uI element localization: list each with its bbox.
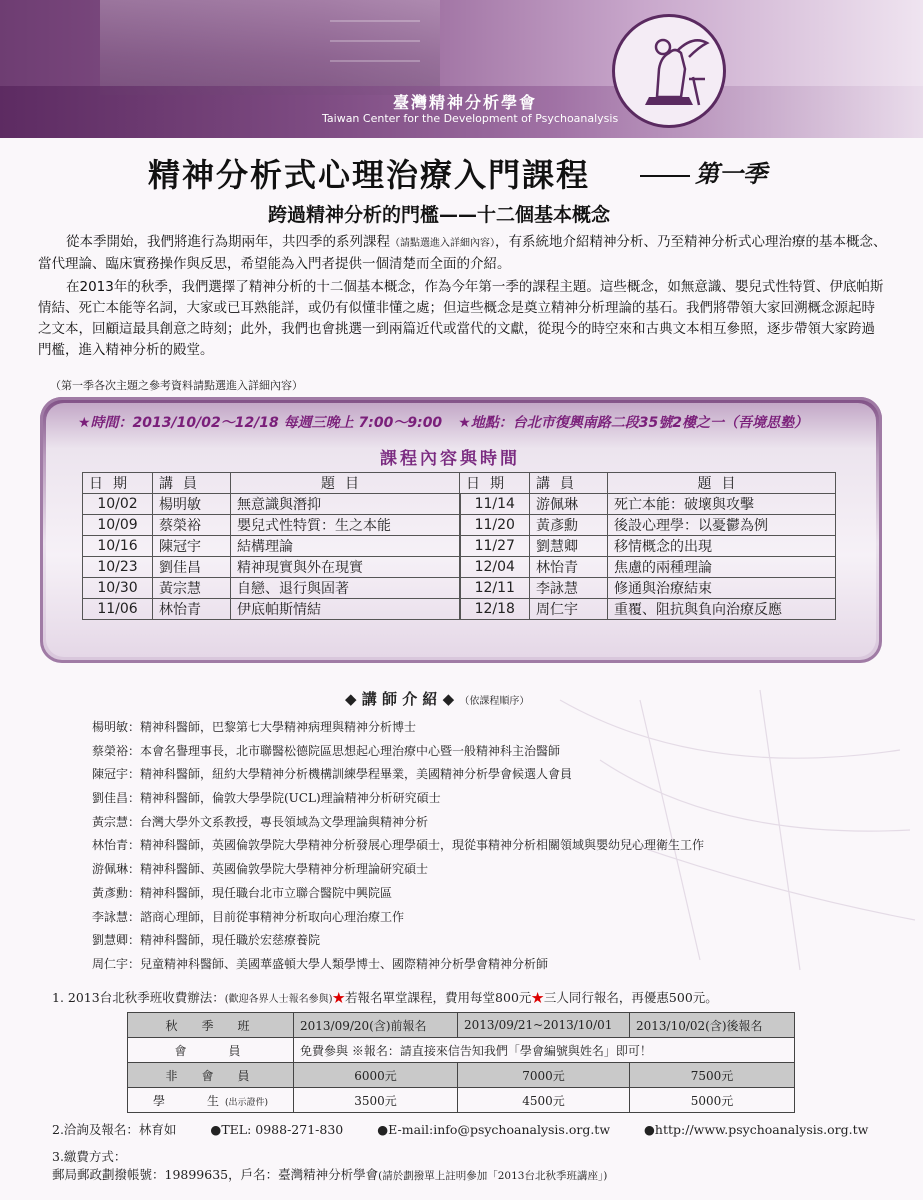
session-topic: 死亡本能：破壞與攻擊 <box>608 494 836 515</box>
list-item: 蔡榮裕：本會名譽理事長，北市聯醫松德院區思想起心理治療中心暨一般精神科主治醫師 <box>92 743 561 758</box>
fee-group: 三人同行報名，再優惠500元。 <box>543 990 718 1005</box>
star-icon: ★ <box>332 990 346 1005</box>
header-lecturer: 講員 <box>530 473 608 494</box>
session-lecturer: 蔡榮裕 <box>153 515 231 536</box>
session-topic: 移情概念的出現 <box>608 536 836 557</box>
p1-text: 從本季開始，我們將進行為期兩年，共四季的系列課程 <box>66 234 390 250</box>
session-date: 12/18 <box>460 599 530 620</box>
list-item: 周仁宇：兒童精神科醫師、美國華盛頓大學人類學博士、國際精神分析學會精神分析師 <box>92 956 549 971</box>
session-topic: 修通與治療結束 <box>608 578 836 599</box>
season-label: 第一季 <box>695 160 767 188</box>
session-date: 10/30 <box>83 578 153 599</box>
session-lecturer: 劉慧卿 <box>530 536 608 557</box>
table-row <box>83 557 836 578</box>
session-date: 11/27 <box>460 536 530 557</box>
fee-header: 秋 季 班 <box>128 1013 294 1038</box>
table-row <box>83 494 836 515</box>
session-date: 11/20 <box>460 515 530 536</box>
schedule-header-row <box>83 473 836 494</box>
payment-heading: 3.繳費方式： <box>52 1149 127 1164</box>
fee-header-row <box>128 1013 795 1038</box>
student-note: (出示證件) <box>224 1097 269 1108</box>
fee-header: 2013/10/02(含)後報名 <box>630 1013 795 1038</box>
session-lecturer: 楊明敏 <box>153 494 231 515</box>
contact-line <box>52 1120 868 1138</box>
session-date: 11/06 <box>83 599 153 620</box>
session-lecturer: 游佩琳 <box>530 494 608 515</box>
fee-value: 7000元 <box>458 1063 630 1088</box>
session-lecturer: 黃宗慧 <box>153 578 231 599</box>
session-lecturer: 林怡青 <box>153 599 231 620</box>
schedule-title: 課程內容與時間 <box>380 449 520 469</box>
session-topic: 嬰兒式性特質：生之本能 <box>231 515 460 536</box>
list-item: 黃宗慧：台灣大學外文系教授，專長領域為文學理論與精神分析 <box>92 814 429 829</box>
intro-paragraph-2: 在2013年的秋季，我們選擇了精神分析的十二個基本概念，作為今年第一季的課程主題。這些概念，如無意識、嬰兒式性特質、伊底帕斯情結、死亡本能等名詞，大家或已耳熟能詳，或仍有似懂非懂之處；但這些概念是奠立精神分析理論的基石。我們將帶領大家回溯概念源起時之文本，回顧這最具創意之時刻；此外，我們也會挑選一到兩篇近代或當代的文獻，從現今的時空來和古典文本相互參照，逐步帶領大家跨過門檻，進入精神分析的殿堂。 <box>38 279 884 358</box>
table-row <box>128 1063 795 1088</box>
bookshelf-line <box>330 20 420 22</box>
header-topic: 題目 <box>608 473 836 494</box>
page-subtitle: 跨過精神分析的門檻——十二個基本概念 <box>268 204 611 226</box>
page-title: 精神分析式心理治療入門課程 <box>148 156 591 194</box>
list-item: 劉慧卿：精神科醫師，現任職於宏慈療養院 <box>92 933 321 948</box>
header-topic: 題目 <box>231 473 460 494</box>
session-topic: 焦慮的兩種理論 <box>608 557 836 578</box>
session-date: 11/14 <box>460 494 530 515</box>
payment-detail <box>52 1165 607 1183</box>
table-row <box>83 599 836 620</box>
table-row <box>128 1088 795 1113</box>
member-fee-note: 免費參與 ※報名：請直接來信告知我們「學會編號與姓名」即可！ <box>294 1038 795 1063</box>
fee-category: 會 員 <box>128 1038 294 1063</box>
session-lecturer: 李詠慧 <box>530 578 608 599</box>
student-label: 學 生 <box>152 1093 225 1108</box>
table-row <box>83 515 836 536</box>
email-link[interactable]: ●E-mail:info@psychoanalysis.org.tw <box>377 1122 611 1137</box>
fee-note: (歡迎各界人士報名參與) <box>224 994 333 1005</box>
instructors-heading <box>345 688 529 709</box>
p1-text-end: ，有系統地介紹精神分析、乃至精神分析式心理治療的基本概念、當代理論、臨床實務操作與反思，希望能為入門者提供一個清楚而全面的介紹。 <box>38 234 887 272</box>
table-row <box>83 536 836 557</box>
header-photo <box>100 0 440 95</box>
header-lecturer: 講員 <box>153 473 231 494</box>
fee-value: 7500元 <box>630 1063 795 1088</box>
list-item: 李詠慧：諮商心理師，目前從事精神分析取向心理治療工作 <box>92 909 405 924</box>
fee-value: 3500元 <box>294 1088 458 1113</box>
session-date: 12/04 <box>460 557 530 578</box>
fee-table <box>127 1012 795 1113</box>
session-lecturer: 劉佳昌 <box>153 557 231 578</box>
session-date: 10/16 <box>83 536 153 557</box>
postal-account: 郵局郵政劃撥帳號：19899635，戶名：臺灣精神分析學會 <box>52 1167 379 1182</box>
website-link[interactable]: ●http://www.psychoanalysis.org.tw <box>644 1122 869 1137</box>
session-date: 12/11 <box>460 578 530 599</box>
session-lecturer: 林怡青 <box>530 557 608 578</box>
reference-note-link[interactable]: （第一季各次主題之參考資料請點選進入詳細內容） <box>50 379 303 392</box>
fee-prefix: 1. 2013台北秋季班收費辦法： <box>52 990 225 1005</box>
fee-single: 若報名單堂課程，費用每堂800元 <box>345 990 532 1005</box>
fee-header: 2013/09/21~2013/10/01 <box>458 1013 630 1038</box>
fee-category <box>128 1088 294 1113</box>
details-link[interactable]: （請點選進入詳細內容） <box>390 238 495 249</box>
list-item: 楊明敏：精神科醫師，巴黎第七大學精神病理與精神分析博士 <box>92 720 417 734</box>
session-date: 10/02 <box>83 494 153 515</box>
star-icon: ★ <box>531 990 544 1005</box>
instructors-heading-text: ◆ 講 師 介 紹 ◆ <box>345 690 455 708</box>
fee-category: 非 會 員 <box>128 1063 294 1088</box>
instructor-list <box>92 716 704 977</box>
schedule-table <box>82 472 836 620</box>
bookshelf-line <box>330 40 420 42</box>
list-item: 陳冠宇：精神科醫師，紐約大學精神分析機構訓練學程畢業，美國精神分析學會候選人會員 <box>92 767 573 782</box>
fee-description <box>52 988 718 1006</box>
list-item: 游佩琳：精神科醫師、英國倫敦學院大學精神分析理論研究碩士 <box>92 862 429 877</box>
session-topic: 無意識與潛抑 <box>231 494 460 515</box>
header-banner <box>0 0 923 138</box>
session-lecturer: 陳冠宇 <box>153 536 231 557</box>
course-time: ★時間：2013/10/02～12/18 每週三晚上 7:00～9:00 <box>78 415 443 431</box>
session-lecturer: 周仁宇 <box>530 599 608 620</box>
header-date: 日期 <box>83 473 153 494</box>
org-name-en: Taiwan Center for the Development of Psychoanalysis <box>322 112 619 125</box>
list-item: 林怡青：精神科醫師，英國倫敦學院大學精神分析發展心理學碩士，現從事精神分析相關領域與嬰幼兒心理衛生工作 <box>92 838 705 853</box>
phone-number[interactable]: ●TEL: 0988-271-830 <box>210 1122 344 1137</box>
intro-paragraph-1 <box>38 232 888 275</box>
session-topic: 精神現實與外在現實 <box>231 557 460 578</box>
fee-value: 4500元 <box>458 1088 630 1113</box>
session-topic: 結構理論 <box>231 536 460 557</box>
session-date: 10/23 <box>83 557 153 578</box>
org-name-cn: 臺灣精神分析學會 <box>393 93 538 112</box>
header-date: 日期 <box>460 473 530 494</box>
session-topic: 伊底帕斯情結 <box>231 599 460 620</box>
fee-value: 6000元 <box>294 1063 458 1088</box>
list-item: 劉佳昌：精神科醫師，倫敦大學學院(UCL)理論精神分析研究碩士 <box>92 791 441 806</box>
session-topic: 後設心理學：以憂鬱為例 <box>608 515 836 536</box>
title-dash <box>640 175 690 177</box>
bookshelf-line <box>330 60 420 62</box>
time-location-line <box>78 412 808 432</box>
course-location: ★地點：台北市復興南路二段35號2樓之一（吾境思塾） <box>458 415 808 431</box>
fee-header: 2013/09/20(含)前報名 <box>294 1013 458 1038</box>
inquiry-contact: 2.洽詢及報名：林育如 <box>52 1122 177 1137</box>
sphinx-logo-icon <box>612 14 726 128</box>
session-date: 10/09 <box>83 515 153 536</box>
session-lecturer: 黃彥勳 <box>530 515 608 536</box>
table-row <box>128 1038 795 1063</box>
list-item: 黃彥勳：精神科醫師，現任職台北市立聯合醫院中興院區 <box>92 885 393 900</box>
table-row <box>83 578 836 599</box>
fee-value: 5000元 <box>630 1088 795 1113</box>
session-topic: 重覆、阻抗與負向治療反應 <box>608 599 836 620</box>
payment-note: (請於劃撥單上註明參加「2013台北秋季班講座」) <box>378 1170 608 1182</box>
instructors-heading-note: （依課程順序） <box>459 696 530 707</box>
session-topic: 自戀、退行與固著 <box>231 578 460 599</box>
